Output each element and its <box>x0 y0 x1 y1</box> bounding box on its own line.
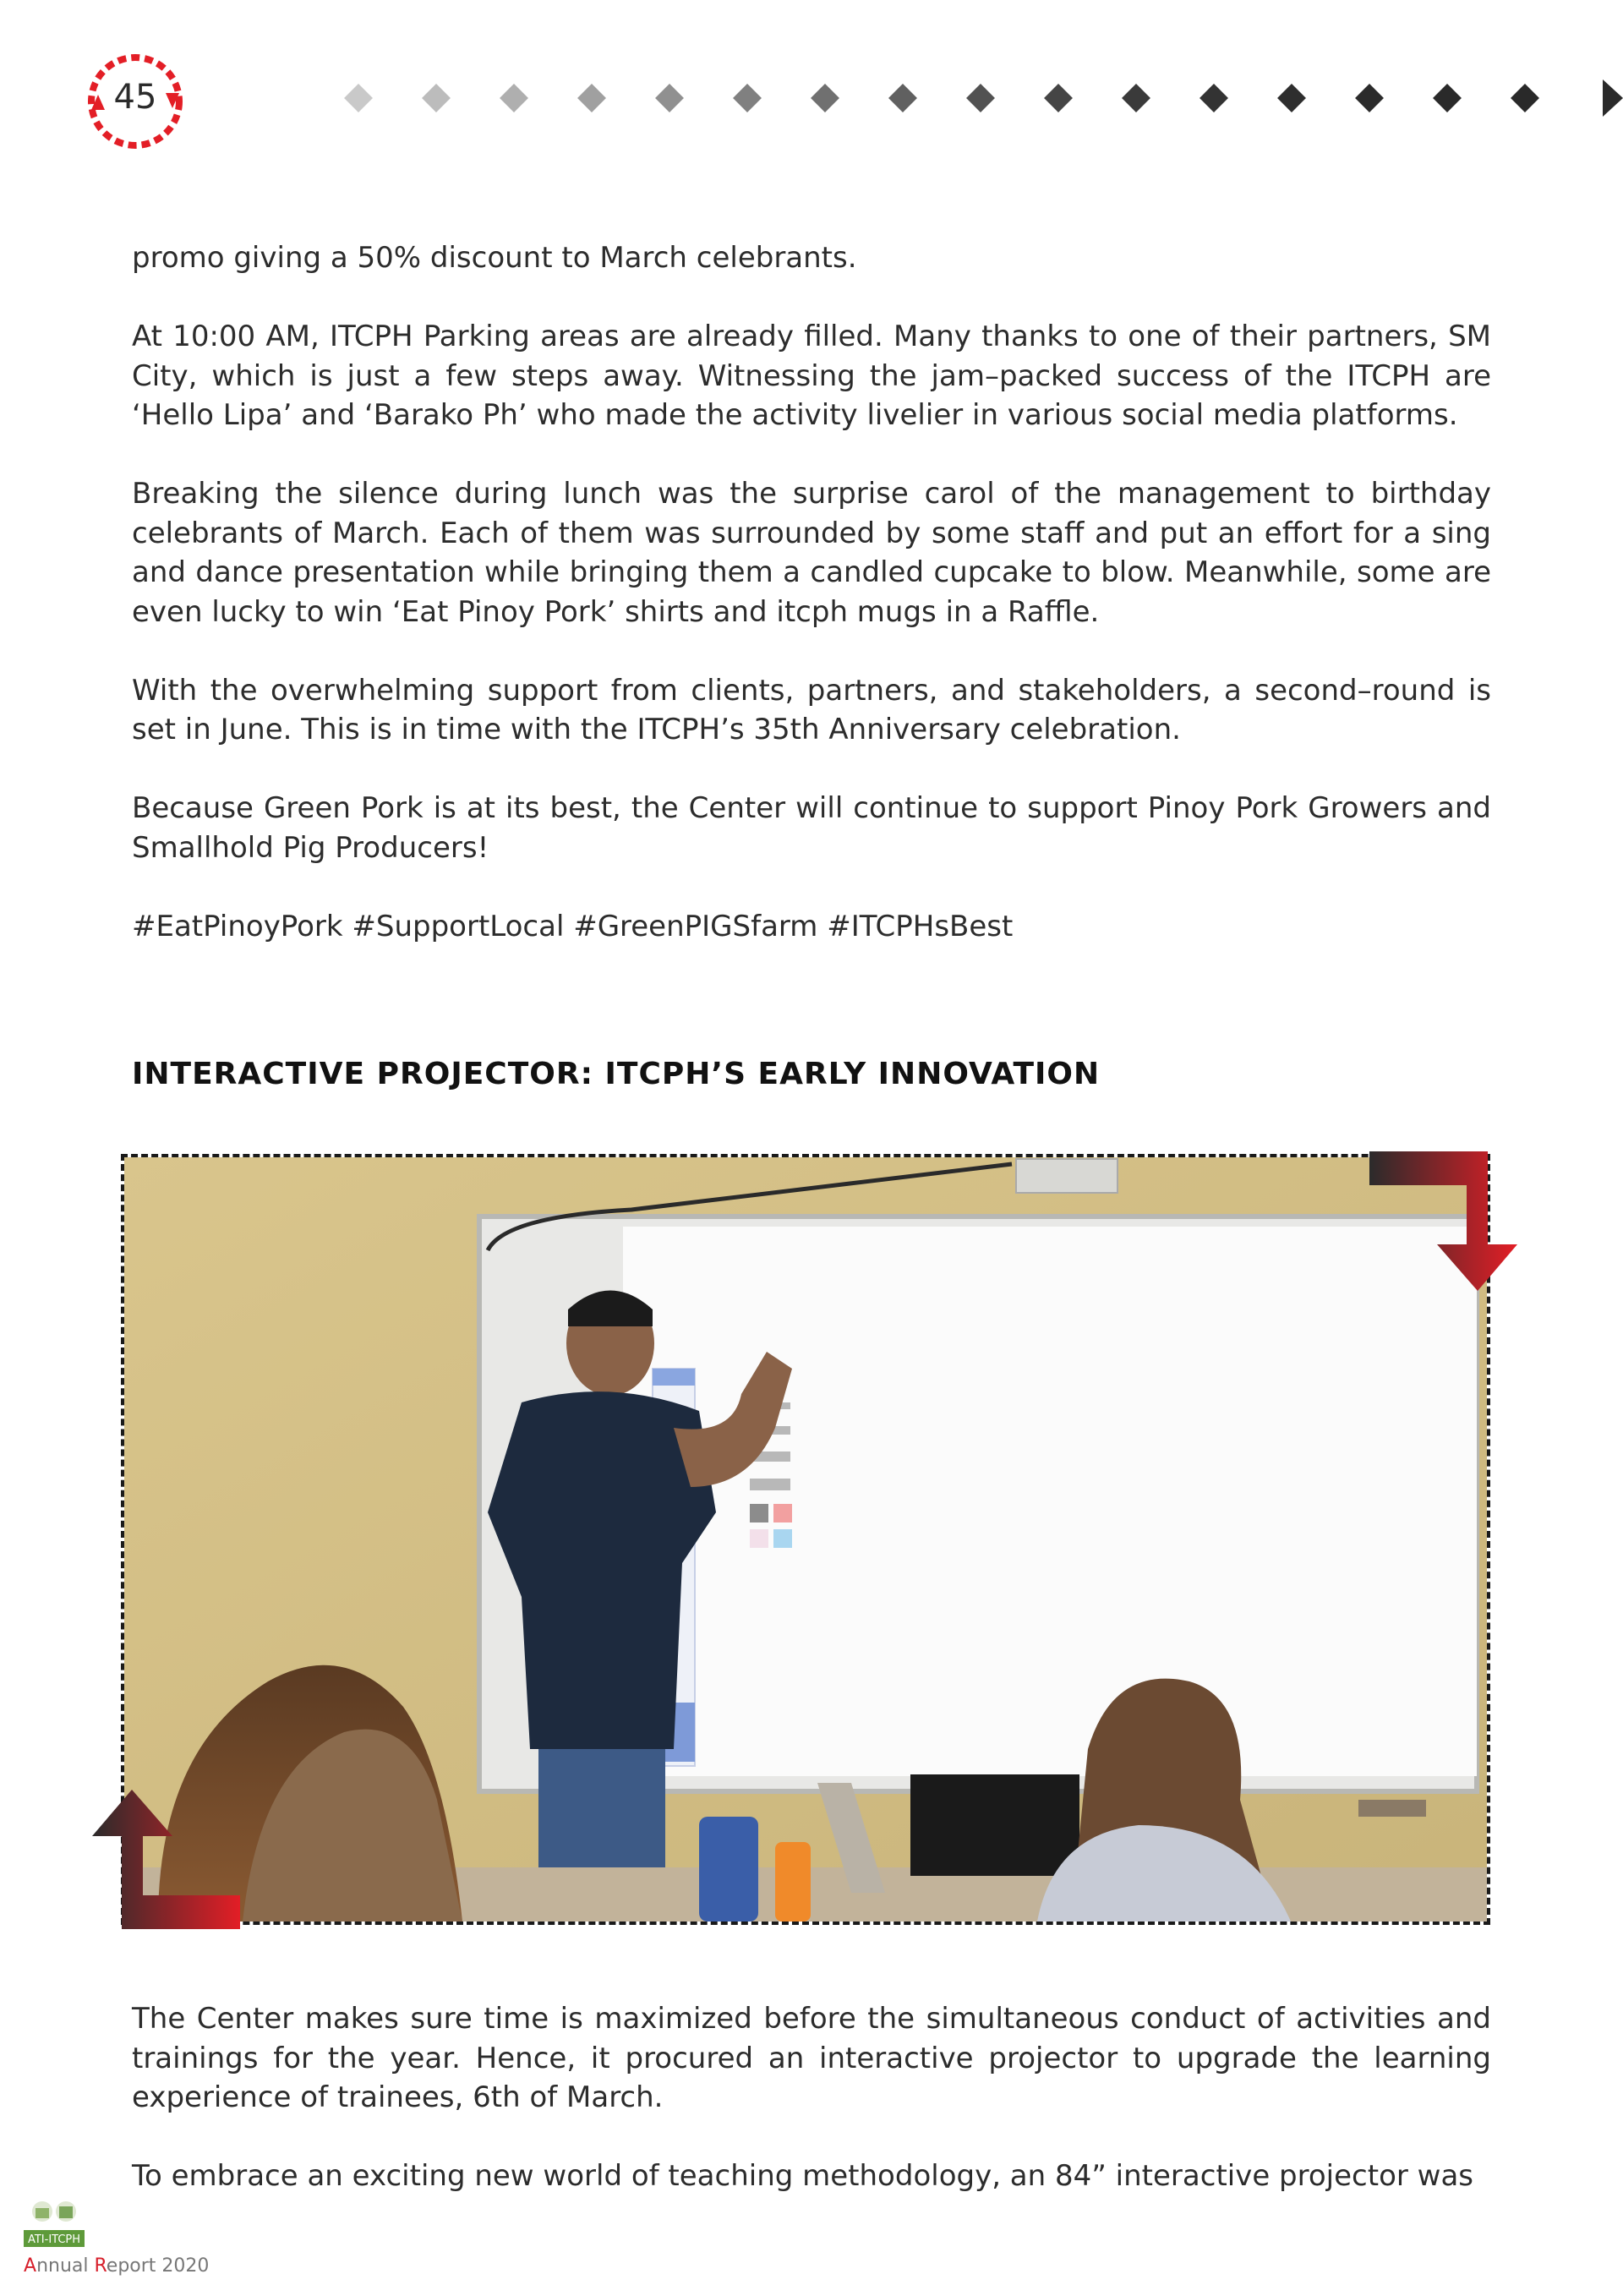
diamond-icon <box>500 84 528 112</box>
diamond-icon <box>1355 84 1384 112</box>
classroom-photo <box>124 1157 1487 1922</box>
diamond-icon <box>1044 84 1073 112</box>
diamond-icon <box>966 84 995 112</box>
diamond-icon <box>888 84 917 112</box>
paragraph: To embrace an exciting new world of teaching methodology, an 84” interactive projector was <box>132 2159 1474 2193</box>
diamond-icon <box>1511 84 1539 112</box>
corner-arrow-down-icon <box>1369 1151 1527 1295</box>
diamond-icon <box>1433 84 1462 112</box>
corner-arrow-up-icon <box>83 1785 240 1929</box>
diamond-icon <box>344 84 373 112</box>
article-body <box>132 238 1491 946</box>
diamond-icon <box>422 84 451 112</box>
ati-itcph-logo-icon <box>24 2196 85 2257</box>
paragraph: At 10:00 AM, ITCPH Parking areas are already filled. Many thanks to one of their partners, SM City, which is just a few steps away. Witnessing the jam–packed success of the ITCPH are ‘Hello Lipa’ and ‘Barako Ph’ who made the activity livelier in various social media platforms. <box>132 320 1491 432</box>
paragraph: promo giving a 50% discount to March celebrants. <box>132 241 857 275</box>
diamond-icon <box>1122 84 1150 112</box>
paragraph: The Center makes sure time is maximized before the simultaneous conduct of activities and trainings for the year. Hence, it procured an interactive projector to upgrade the learning experience of trainees, 6th of March. <box>132 2002 1491 2114</box>
arrow-right-icon <box>1603 79 1623 117</box>
footer-annual-report: Annual Report 2020 <box>24 2255 210 2277</box>
diamond-icon <box>733 84 762 112</box>
diamond-icon <box>1199 84 1228 112</box>
page-number: 45 <box>113 78 157 117</box>
diamond-icon <box>655 84 684 112</box>
paragraph: Breaking the silence during lunch was the surprise carol of the management to birthday celebrants of March. Each of them was surrounded by some staff and put an effort for a sing and dance presentation while bringing them a candled cupcake to blow. Meanwhile, some are even lucky to win ‘Eat Pinoy Pork’ shirts and itcph mugs in a Raffle. <box>132 477 1491 629</box>
paragraph: Because Green Pork is at its best, the Center will continue to support Pinoy Pork Growers and Smallhold Pig Producers! <box>132 791 1491 865</box>
article-body <box>132 1999 1491 2196</box>
svg-text:ATI-ITCPH: ATI-ITCPH <box>27 2233 81 2246</box>
diamond-icon <box>811 84 839 112</box>
paragraph: With the overwhelming support from clients, partners, and stakeholders, a second–round is set in June. This is in time with the ITCPH’s 35th Anniversary celebration. <box>132 673 1491 746</box>
section-heading: INTERACTIVE PROJECTOR: ITCPH’S EARLY INNOVATION <box>132 1057 1101 1091</box>
diamond-icon <box>577 84 606 112</box>
decorative-diamond-row <box>0 84 1623 112</box>
diamond-icon <box>1277 84 1306 112</box>
hashtags: #EatPinoyPork #SupportLocal #GreenPIGSfarm #ITCPHsBest <box>132 909 1014 943</box>
